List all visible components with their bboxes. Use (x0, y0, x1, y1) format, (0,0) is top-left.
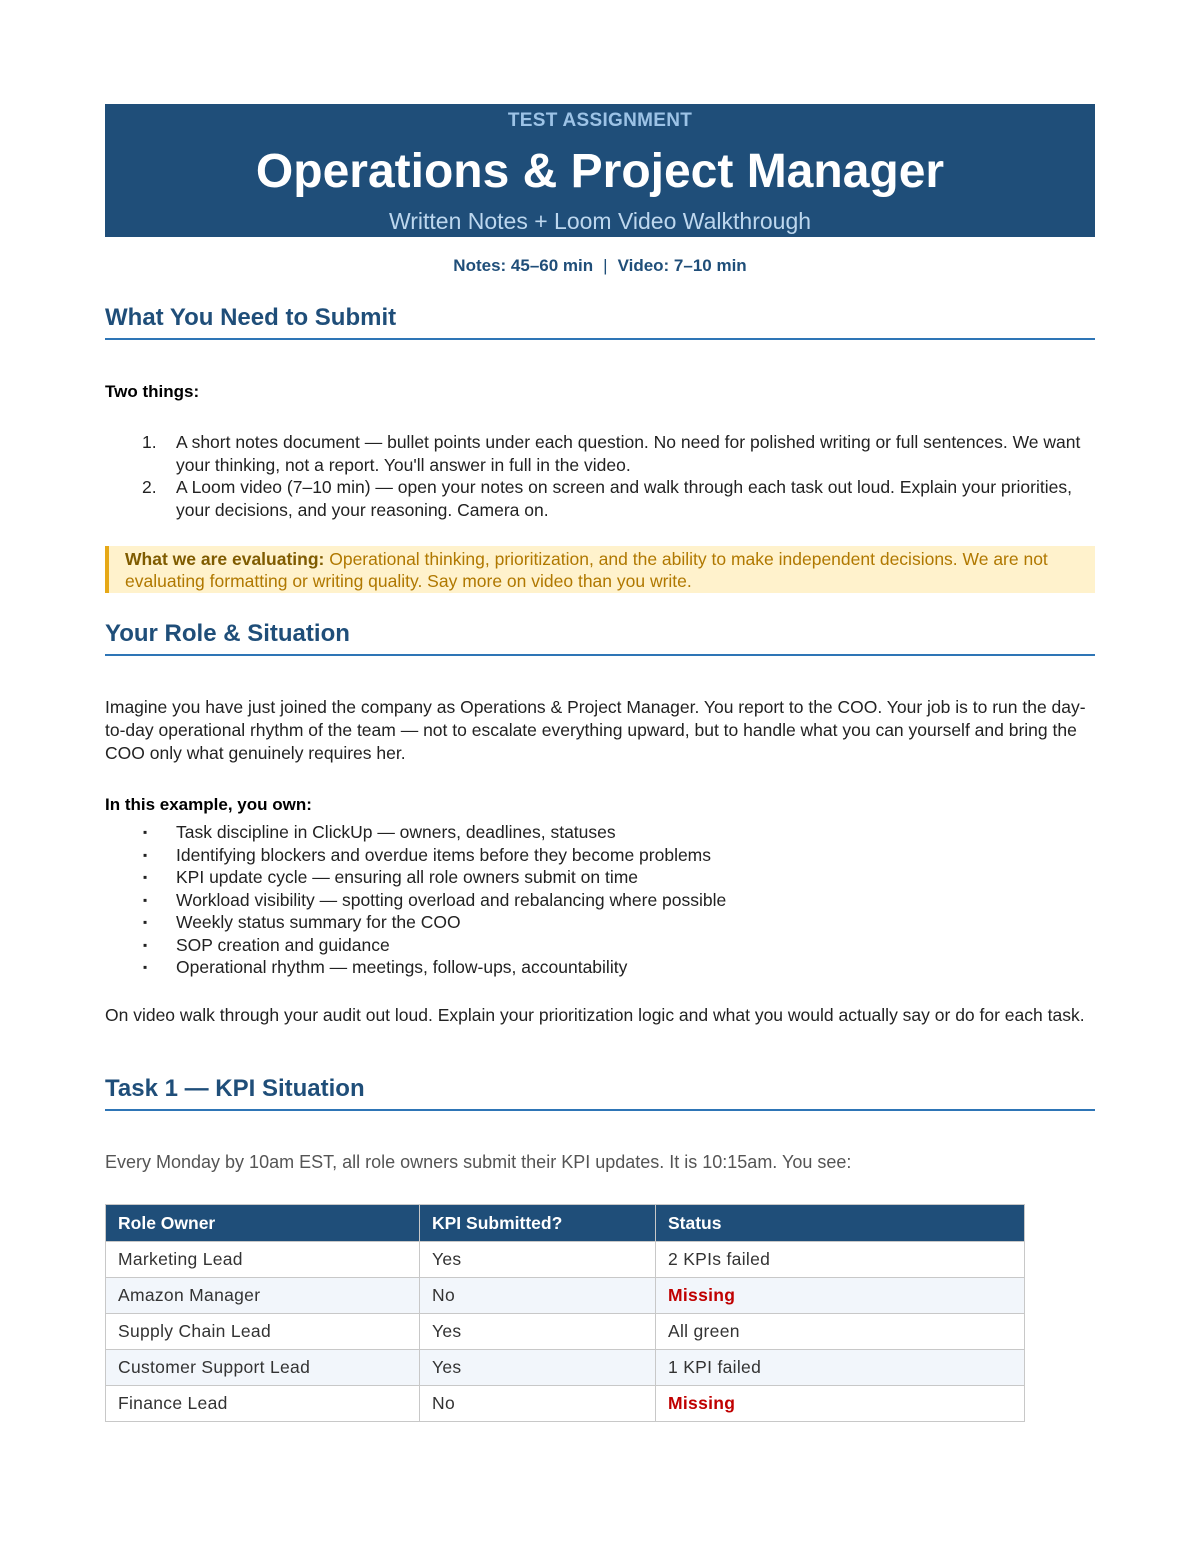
list-item: ▪ Task discipline in ClickUp — owners, deadlines, statuses (105, 821, 1095, 844)
column-header: Status (656, 1205, 1025, 1242)
table-row (106, 1386, 1025, 1422)
two-things-label: Two things: (105, 382, 200, 401)
table-cell: Marketing Lead (106, 1242, 420, 1278)
table-cell: Yes (420, 1242, 656, 1278)
task1-intro: Every Monday by 10am EST, all role owners submit their KPI updates. It is 10:15am. You see: (105, 1152, 852, 1172)
list-item: ▪ Weekly status summary for the COO (105, 911, 1095, 934)
column-header: Role Owner (106, 1205, 420, 1242)
time-estimates (105, 256, 1095, 276)
table-cell: Yes (420, 1350, 656, 1386)
notes-time: Notes: 45–60 min (453, 256, 594, 275)
list-item: ▪ Operational rhythm — meetings, follow-ups, accountability (105, 956, 1095, 979)
section-heading-role: Your Role & Situation (105, 620, 1095, 656)
table-cell: No (420, 1278, 656, 1314)
meta-separator: | (603, 256, 608, 275)
callout-text: Operational thinking, prioritization, and the ability to make independent decisions. We are not evaluating formatting or writing quality. Say more on video than you write. (125, 549, 1048, 591)
banner-kicker: TEST ASSIGNMENT (507, 110, 693, 131)
column-header: KPI Submitted? (420, 1205, 656, 1242)
table-row (106, 1242, 1025, 1278)
page-title: Operations & Project Manager (255, 145, 945, 198)
status-cell: 1 KPI failed (656, 1350, 1025, 1386)
table-cell: No (420, 1386, 656, 1422)
table-header-row (106, 1205, 1025, 1242)
document-page (105, 104, 1095, 1413)
callout-lead: What we are evaluating: (125, 549, 325, 569)
role-intro-paragraph: Imagine you have just joined the company as Operations & Project Manager. You report to the COO. Your job is to run the day-to-day operational rhythm of the team — not to escalate everything upward, but to handle what you can yourself and bring the COO only what genuinely requires her. (105, 697, 1086, 763)
table-cell: Amazon Manager (106, 1278, 420, 1314)
status-cell: 2 KPIs failed (656, 1242, 1025, 1278)
title-banner (105, 104, 1095, 237)
video-time: Video: 7–10 min (617, 256, 747, 275)
table-row (106, 1314, 1025, 1350)
table-cell: Finance Lead (106, 1386, 420, 1422)
list-item: 1. A short notes document — bullet points under each question. No need for polished writing or full sentences. We want your thinking, not a report. You'll answer in full in the video. (142, 432, 1081, 475)
ownership-list (105, 821, 1095, 979)
table-cell: Supply Chain Lead (106, 1314, 420, 1350)
table-row (106, 1278, 1025, 1314)
table-cell: Customer Support Lead (106, 1350, 420, 1386)
list-item: ▪ SOP creation and guidance (105, 934, 1095, 957)
status-cell: All green (656, 1314, 1025, 1350)
ownership-label: In this example, you own: (105, 795, 312, 814)
table-row (106, 1350, 1025, 1386)
video-instructions-paragraph: On video walk through your audit out loud. Explain your prioritization logic and what you would actually say or do for each task. (105, 1005, 1085, 1025)
section-heading-submit: What You Need to Submit (105, 304, 1095, 340)
list-item: ▪ Workload visibility — spotting overload and rebalancing where possible (105, 889, 1095, 912)
list-item: 2. A Loom video (7–10 min) — open your notes on screen and walk through each task out loud. Explain your priorities, your decisions, and your reasoning. Camera on. (142, 477, 1072, 520)
submission-list (105, 431, 1095, 521)
table-cell: Yes (420, 1314, 656, 1350)
evaluation-callout (105, 546, 1095, 593)
section-heading-task1: Task 1 — KPI Situation (105, 1075, 1095, 1111)
list-item: ▪ KPI update cycle — ensuring all role owners submit on time (105, 866, 1095, 889)
kpi-table (105, 1204, 1025, 1422)
list-item: ▪ Identifying blockers and overdue items before they become problems (105, 844, 1095, 867)
page-subtitle: Written Notes + Loom Video Walkthrough (388, 208, 812, 234)
status-cell: Missing (656, 1386, 1025, 1422)
status-cell: Missing (656, 1278, 1025, 1314)
